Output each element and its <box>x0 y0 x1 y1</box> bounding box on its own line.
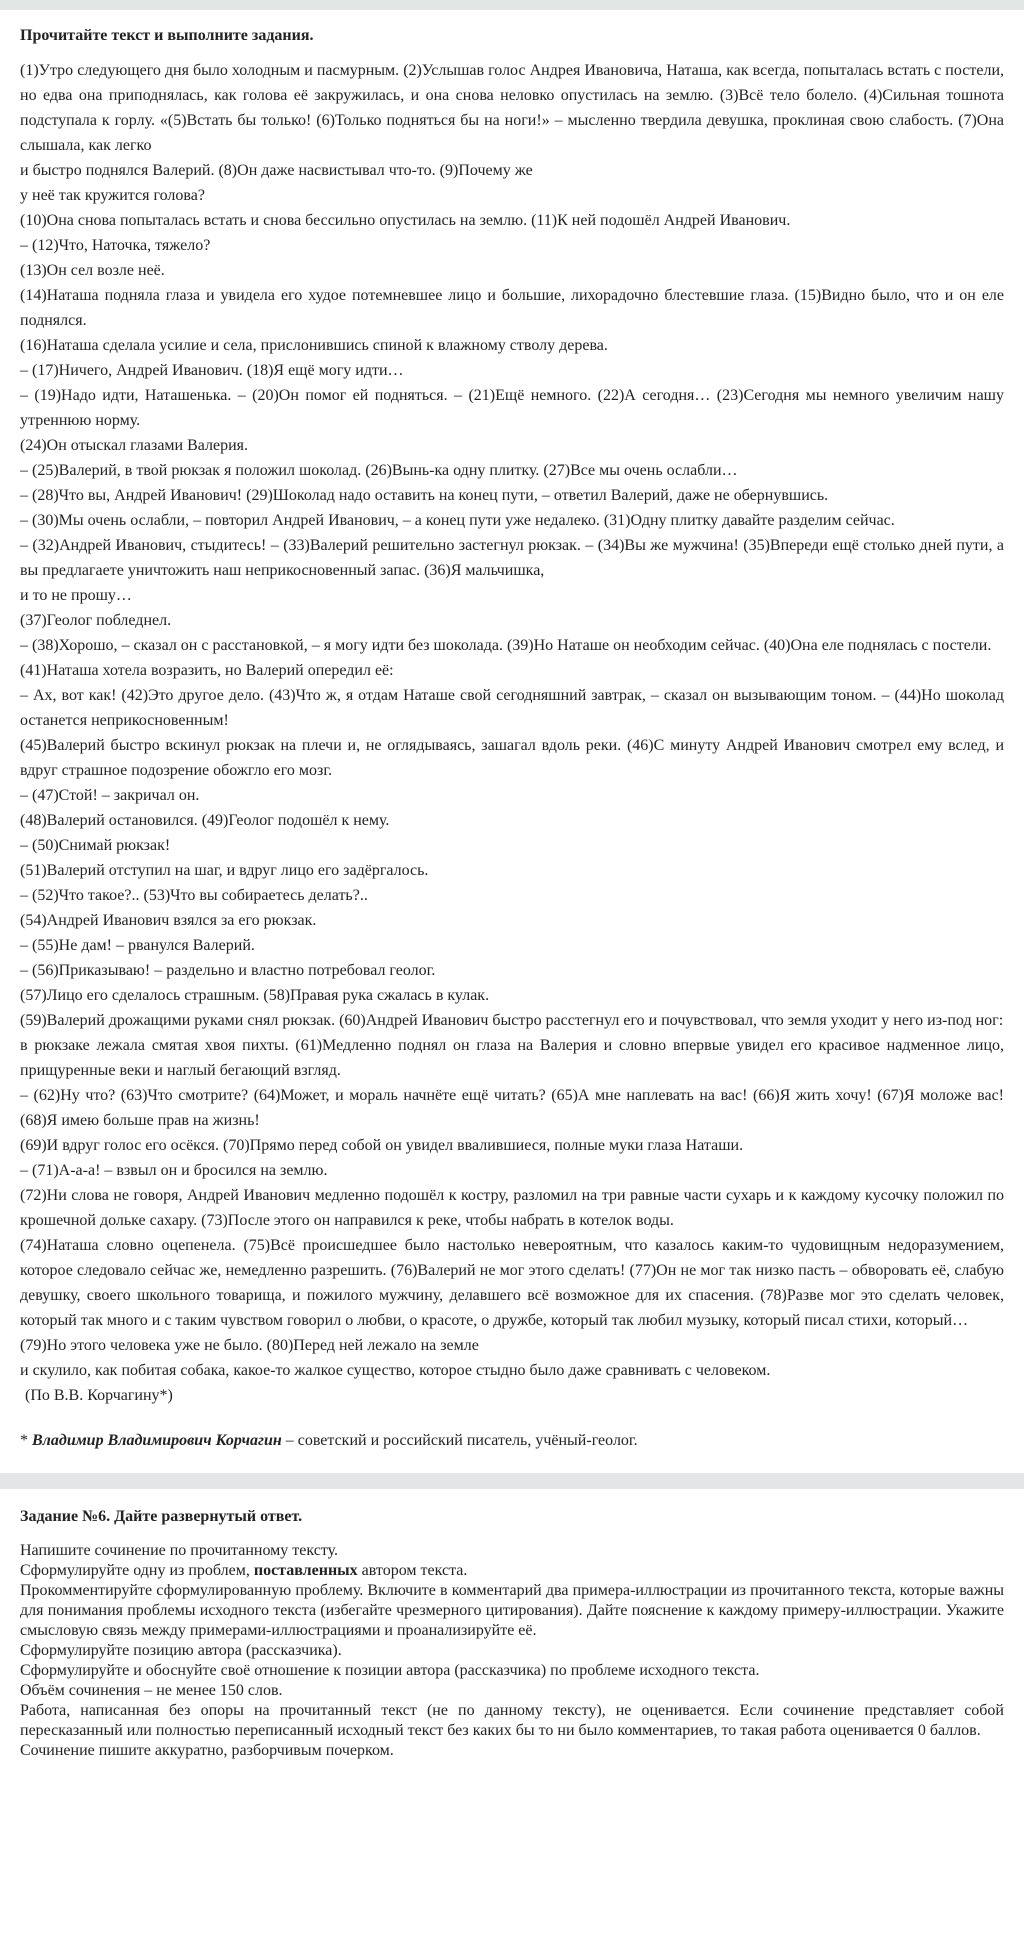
text-paragraph: (54)Андрей Иванович взялся за его рюкзак. <box>20 912 317 929</box>
task-line: Сформулируйте позицию автора (рассказчика). <box>20 1642 342 1659</box>
text-paragraph: (57)Лицо его сделалось страшным. (58)Правая рука сжалась в кулак. <box>20 987 490 1004</box>
reading-title: Прочитайте текст и выполните задания. <box>20 27 314 44</box>
footnote-mark: * <box>20 1432 28 1449</box>
text-paragraph: – (28)Что вы, Андрей Иванович! (29)Шоколад надо оставить на конец пути, – ответил Валерий, даже не обернувшись. <box>20 487 829 504</box>
task-line-part: Сформулируйте одну из проблем, <box>20 1562 254 1579</box>
text-paragraph: – (25)Валерий, в твой рюкзак я положил шоколад. (26)Вынь-ка одну плитку. (27)Все мы очень ослабли… <box>20 462 738 479</box>
task-line: Напишите сочинение по прочитанному тексту. <box>20 1542 339 1559</box>
text-paragraph: у неё так кружится голова? <box>20 187 205 204</box>
text-paragraph: (16)Наташа сделала усилие и села, прислонившись спиной к влажному стволу дерева. <box>20 337 608 354</box>
text-paragraph: (51)Валерий отступил на шаг, и вдруг лицо его задёргалось. <box>20 862 429 879</box>
text-paragraph: – (38)Хорошо, – сказал он с расстановкой, – я могу идти без шоколада. (39)Но Наташе он необходим сейчас. (40)Она еле поднялась с постели. <box>20 637 992 654</box>
text-paragraph: (48)Валерий остановился. (49)Геолог подошёл к нему. <box>20 812 390 829</box>
reading-text <box>20 58 1004 1383</box>
task-line: Прокомментируйте сформулированную проблему. Включите в комментарий два примера-иллюстрации из прочитанного текста, которые важны для понимания проблемы исходного текста (избегайте чрезмерного цитирования). Дайте пояснение к каждому примеру-иллюстрации. Укажите смысловую связь между примерами-иллюстрациями и проанализируйте её. <box>20 1582 1004 1639</box>
text-paragraph: (79)Но этого человека уже не было. (80)Перед ней лежало на земле <box>20 1337 479 1354</box>
task-line: Объём сочинения – не менее 150 слов. <box>20 1682 283 1699</box>
text-paragraph: – (62)Ну что? (63)Что смотрите? (64)Может, и мораль начнёте ещё читать? (65)А мне наплевать на вас! (66)Я жить хочу! (67)Я моложе вас! (68)Я имею больше прав на жизнь! <box>20 1087 1004 1129</box>
text-paragraph: – (56)Приказываю! – раздельно и властно потребовал геолог. <box>20 962 436 979</box>
text-paragraph: (74)Наташа словно оцепенела. (75)Всё происшедшее было настолько невероятным, что казалось каким-то чудовищным недоразумением, которое следовало сейчас же, немедленно разрешить. (76)Валерий не мог этого сделать! (77)Он не мог так низко пасть – обворовать её, слабую девушку, своего школьного товарища, и пожилого мужчину, делавшего всё возможное для их спасения. (78)Разве мог это сделать человек, который так много и с таким чувством говорил о любви, о красоте, о дружбе, который так любил музыку, который писал стихи, который… <box>20 1237 1004 1329</box>
text-paragraph: в рюкзаке лежала смятая хвоя пихты. (61)Медленно поднял он глаза на Валерия и словно впервые увидел его красивое надменное лицо, прищуренные веки и наглый бегающий взгляд. <box>20 1037 1004 1079</box>
source-attribution: (По В.В. Корчагину*) <box>25 1387 173 1404</box>
task-title: Задание №6. Дайте развернутый ответ. <box>20 1508 303 1525</box>
text-paragraph: – (12)Что, Наточка, тяжело? <box>20 237 211 254</box>
text-paragraph: (72)Ни слова не говоря, Андрей Иванович медленно подошёл к костру, разломил на три равные части сухарь и к каждому кусочку положил по крошечной дольке сахару. (73)После этого он направился к реке, чтобы набрать в котелок воды. <box>20 1187 1004 1229</box>
task-line-emphasis: поставленных <box>253 1562 358 1579</box>
text-paragraph: – (52)Что такое?.. (53)Что вы собираетесь делать?.. <box>20 887 368 904</box>
task-card <box>0 1507 1024 1761</box>
footnote <box>20 1428 1004 1453</box>
text-paragraph: (14)Наташа подняла глаза и увидела его худое потемневшее лицо и большие, лихорадочно блестевшие глаза. (15)Видно было, что и он еле поднялся. <box>20 287 1004 329</box>
text-paragraph: – (32)Андрей Иванович, стыдитесь! – (33)Валерий решительно застегнул рюкзак. – (34)Вы же мужчина! (35)Впереди ещё столько дней пути, а вы предлагаете уничтожить наш неприкосновенный запас. (36)Я мальчишка, <box>20 537 1004 579</box>
top-divider <box>0 0 1024 10</box>
task-line-part: автором текста. <box>357 1562 468 1579</box>
text-paragraph: – (30)Мы очень ослабли, – повторил Андрей Иванович, – а конец пути уже недалеко. (31)Одну плитку давайте разделим сейчас. <box>20 512 895 529</box>
task-line: Сформулируйте и обоснуйте своё отношение к позиции автора (рассказчика) по проблеме исходного текста. <box>20 1662 760 1679</box>
text-paragraph: (37)Геолог побледнел. <box>20 612 172 629</box>
text-paragraph: (10)Она снова попыталась встать и снова бессильно опустилась на землю. (11)К ней подошёл Андрей Иванович. <box>20 212 791 229</box>
text-paragraph: – Ах, вот как! (42)Это другое дело. (43)Что ж, я отдам Наташе свой сегодняшний завтрак, – сказал он вызывающим тоном. – (44)Но шоколад останется неприкосновенным! <box>20 687 1004 729</box>
text-paragraph: (24)Он отыскал глазами Валерия. <box>20 437 249 454</box>
footnote-description: – советский и российский писатель, учёный-геолог. <box>281 1432 638 1449</box>
text-paragraph: – (55)Не дам! – рванулся Валерий. <box>20 937 255 954</box>
text-paragraph: (41)Наташа хотела возразить, но Валерий опередил её: <box>20 662 394 679</box>
text-paragraph: (59)Валерий дрожащими руками снял рюкзак. (60)Андрей Иванович быстро расстегнул его и почувствовал, что земля уходит у него из-под ног: <box>20 1012 1004 1029</box>
text-paragraph: (45)Валерий быстро вскинул рюкзак на плечи и, не оглядываясь, зашагал вдоль реки. (46)С минуту Андрей Иванович смотрел ему вслед, и вдруг страшное подозрение обожгло его мозг. <box>20 737 1004 779</box>
text-paragraph: – (71)А-а-а! – взвыл он и бросился на землю. <box>20 1162 328 1179</box>
reading-card <box>0 26 1024 1453</box>
text-paragraph: – (47)Стой! – закричал он. <box>20 787 200 804</box>
text-paragraph: – (19)Надо идти, Наташенька. – (20)Он помог ей подняться. – (21)Ещё немного. (22)А сегодня… (23)Сегодня мы немного увеличим нашу утреннюю норму. <box>20 387 1004 429</box>
task-line: Сочинение пишите аккуратно, разборчивым почерком. <box>20 1742 394 1759</box>
text-paragraph: – (17)Ничего, Андрей Иванович. (18)Я ещё могу идти… <box>20 362 404 379</box>
text-paragraph: – (50)Снимай рюкзак! <box>20 837 171 854</box>
text-paragraph: и то не прошу… <box>20 587 132 604</box>
text-paragraph: (1)Утро следующего дня было холодным и пасмурным. (2)Услышав голос Андрея Ивановича, Наташа, как всегда, попыталась встать с постели, но едва она приподнялась, как голова её закружилась, и она снова неловко опустилась на землю. (3)Всё тело болело. (4)Сильная тошнота подступала к горлу. «(5)Встать бы только! (6)Только подняться бы на ноги!» – мысленно твердила девушка, проклиная свою слабость. (7)Она слышала, как легко <box>20 62 1004 154</box>
footnote-author: Владимир Владимирович Корчагин <box>32 1432 282 1449</box>
task-line: Работа, написанная без опоры на прочитанный текст (не по данному тексту), не оценивается. Если сочинение представляет собой пересказанный или полностью переписанный исходный текст без каких бы то ни было комментариев, то такая работа оценивается 0 баллов. <box>20 1702 1004 1739</box>
section-divider <box>0 1473 1024 1489</box>
text-paragraph: (69)И вдруг голос его осёкся. (70)Прямо перед собой он увидел ввалившиеся, полные муки глаза Наташи. <box>20 1137 744 1154</box>
text-paragraph: (13)Он сел возле неё. <box>20 262 165 279</box>
text-paragraph: и быстро поднялся Валерий. (8)Он даже насвистывал что-то. (9)Почему же <box>20 162 533 179</box>
task-instructions <box>20 1541 1004 1761</box>
task-line <box>20 1561 1004 1581</box>
text-paragraph: и скулило, как побитая собака, какое-то жалкое существо, которое стыдно было даже сравнивать с человеком. <box>20 1362 771 1379</box>
